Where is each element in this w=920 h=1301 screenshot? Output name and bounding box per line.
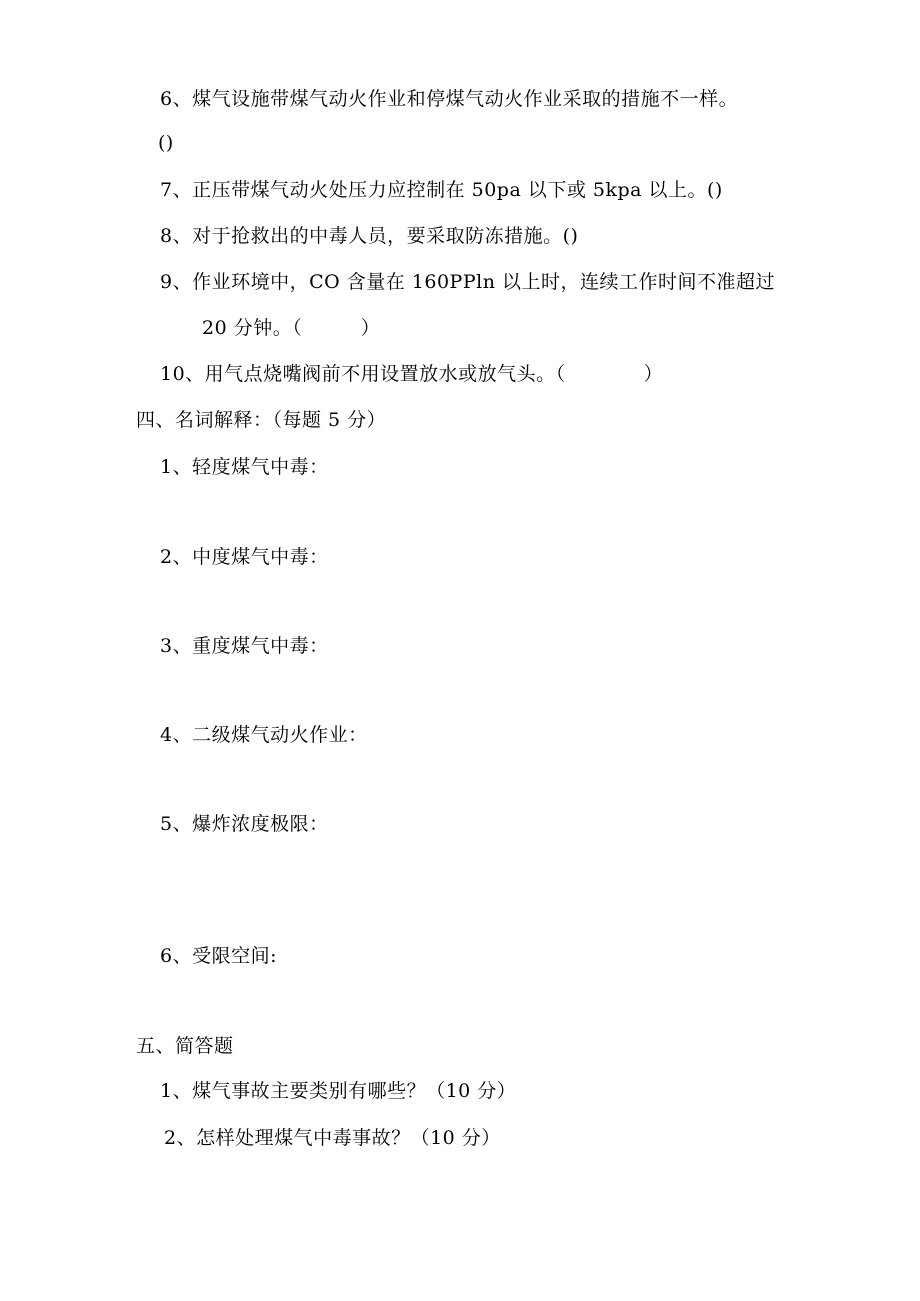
short-answer-question-1: 1、煤气事故主要类别有哪些？（10 分） <box>160 1080 517 1102</box>
tf-question-7: 7、正压带煤气动火处压力应控制在 50pa 以下或 5kpa 以上。() <box>160 179 723 201</box>
term-item-3: 3、重度煤气中毒： <box>160 635 329 657</box>
tf-question-10: 10、用气点烧嘴阀前不用设置放水或放气头。（ ） <box>160 363 664 385</box>
tf-question-6-answer-blank: () <box>158 132 174 154</box>
term-item-2: 2、中度煤气中毒： <box>160 546 329 568</box>
term-item-5: 5、爆炸浓度极限： <box>160 813 329 835</box>
tf-question-8: 8、对于抢救出的中毒人员，要采取防冻措施。() <box>160 225 579 247</box>
short-answer-question-2: 2、怎样处理煤气中毒事故？（10 分） <box>164 1127 501 1149</box>
term-item-1: 1、轻度煤气中毒： <box>160 456 329 478</box>
tf-question-9: 9、作业环境中，CO 含量在 160PPln 以上时，连续工作时间不准超过 <box>160 271 775 293</box>
tf-question-6: 6、煤气设施带煤气动火作业和停煤气动火作业采取的措施不一样。 <box>160 88 739 110</box>
terms-section-heading: 四、名词解释：（每题 5 分） <box>136 409 387 431</box>
term-item-6: 6、受限空间: <box>160 945 277 967</box>
term-item-4: 4、二级煤气动火作业： <box>160 724 368 746</box>
tf-question-9-continuation: 20 分钟。（ ） <box>202 317 381 339</box>
short-answer-section-heading: 五、简答题 <box>136 1035 234 1057</box>
